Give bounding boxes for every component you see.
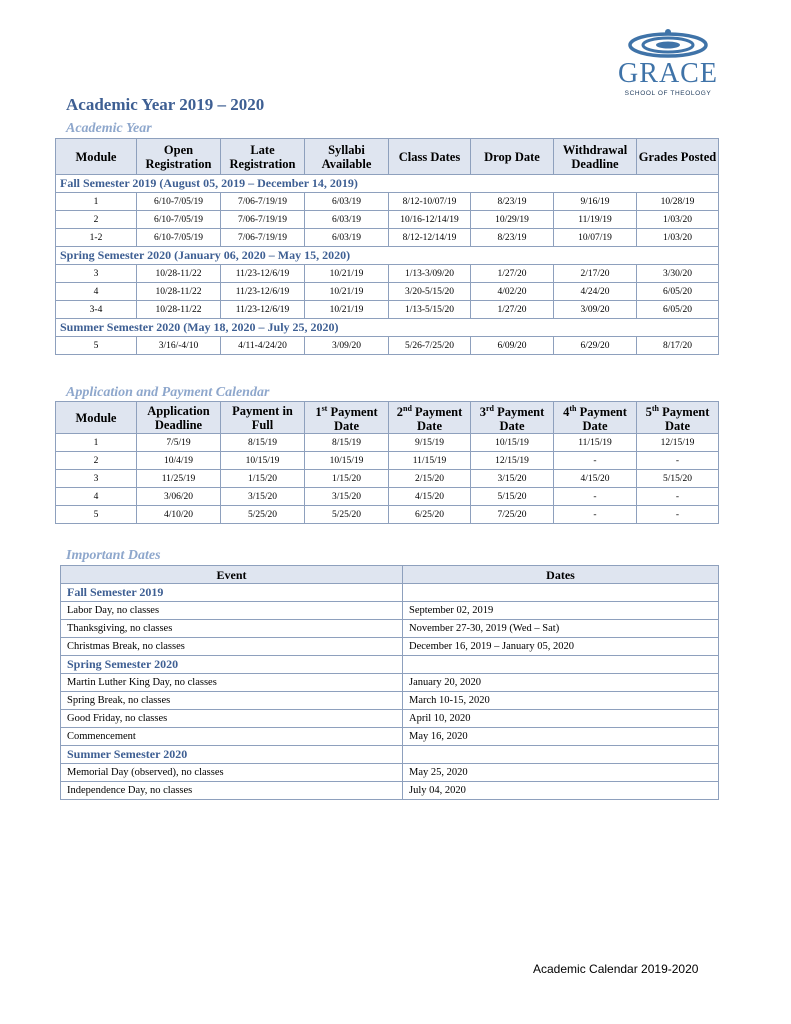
table-cell: 3/16/-4/10 (137, 337, 221, 355)
table-cell: 10/07/19 (554, 229, 637, 247)
table-cell: 6/05/20 (637, 301, 719, 319)
table-cell: - (637, 488, 719, 506)
logo-wordmark: GRACE (618, 58, 718, 89)
empty-cell (403, 584, 719, 602)
table-cell: 1 (56, 434, 137, 452)
table-row (61, 728, 719, 746)
date-cell: January 20, 2020 (403, 674, 719, 692)
table-row (56, 301, 719, 319)
table-cell: 2/17/20 (554, 265, 637, 283)
table-cell: 6/09/20 (471, 337, 554, 355)
semester-title: Spring Semester 2020 (61, 656, 403, 674)
table-cell: 11/23-12/6/19 (221, 283, 305, 301)
column-header: Withdrawal Deadline (554, 139, 637, 175)
table-cell: 3/20-5/15/20 (389, 283, 471, 301)
empty-cell (403, 746, 719, 764)
column-header: Drop Date (471, 139, 554, 175)
table-cell: 12/15/19 (471, 452, 554, 470)
ordinal-suffix: th (651, 404, 660, 413)
semester-title: Fall Semester 2019 (61, 584, 403, 602)
header-text: Payment Date (576, 405, 627, 434)
table-cell: 4 (56, 488, 137, 506)
table-cell: 1/03/20 (637, 229, 719, 247)
table-row (56, 337, 719, 355)
column-header: Syllabi Available (305, 139, 389, 175)
table-cell: 11/15/19 (554, 434, 637, 452)
ordinal-number: 4 (563, 405, 570, 420)
table-row (56, 506, 719, 524)
column-header: Dates (403, 566, 719, 584)
table-cell: 1/13-3/09/20 (389, 265, 471, 283)
table-row (56, 265, 719, 283)
table-cell: 4/24/20 (554, 283, 637, 301)
event-cell: Good Friday, no classes (61, 710, 403, 728)
header-text: Payment Date (327, 405, 378, 434)
column-header: Module (56, 139, 137, 175)
logo-tagline: SCHOOL OF THEOLOGY (624, 90, 712, 97)
table-cell: 6/05/20 (637, 283, 719, 301)
table-cell: 1/15/20 (221, 470, 305, 488)
column-header (637, 402, 719, 434)
column-header: Application Deadline (137, 402, 221, 434)
table-cell: 7/25/20 (471, 506, 554, 524)
header-text: Payment Date (493, 405, 545, 434)
table-row (61, 638, 719, 656)
table-cell: 10/15/19 (471, 434, 554, 452)
event-cell: Thanksgiving, no classes (61, 620, 403, 638)
table-cell: 1-2 (56, 229, 137, 247)
table-cell: 10/15/19 (305, 452, 389, 470)
table-cell: 6/10-7/05/19 (137, 193, 221, 211)
table-cell: 3/30/20 (637, 265, 719, 283)
event-cell: Labor Day, no classes (61, 602, 403, 620)
table-cell: 9/15/19 (389, 434, 471, 452)
table-cell: 6/25/20 (389, 506, 471, 524)
event-cell: Commencement (61, 728, 403, 746)
column-header: Open Registration (137, 139, 221, 175)
event-cell: Martin Luther King Day, no classes (61, 674, 403, 692)
event-cell: Independence Day, no classes (61, 782, 403, 800)
table-cell: 5 (56, 337, 137, 355)
table-cell: 3/15/20 (221, 488, 305, 506)
water-ripple-icon (628, 28, 708, 60)
ordinal-suffix: th (569, 404, 577, 413)
table-cell: 3/06/20 (137, 488, 221, 506)
table-cell: 10/28-11/22 (137, 283, 221, 301)
important-dates-heading: Important Dates (66, 548, 161, 563)
table-cell: 4/10/20 (137, 506, 221, 524)
table-cell: 11/15/19 (389, 452, 471, 470)
column-header: Event (61, 566, 403, 584)
table-cell: 10/15/19 (221, 452, 305, 470)
table-cell: 4/11-4/24/20 (221, 337, 305, 355)
table-cell: 3/15/20 (305, 488, 389, 506)
table-cell: 1/13-5/15/20 (389, 301, 471, 319)
semester-row (61, 746, 719, 764)
column-header (554, 402, 637, 434)
table-cell: 10/4/19 (137, 452, 221, 470)
table-cell: 6/03/19 (305, 229, 389, 247)
document-title: Academic Year 2019 – 2020 (66, 95, 265, 114)
table-cell: 10/16-12/14/19 (389, 211, 471, 229)
table-cell: 10/28-11/22 (137, 301, 221, 319)
semester-title: Fall Semester 2019 (August 05, 2019 – December 14, 2019) (56, 175, 719, 193)
event-cell: Christmas Break, no classes (61, 638, 403, 656)
ordinal-number: 1 (315, 405, 322, 420)
date-cell: November 27-30, 2019 (Wed – Sat) (403, 620, 719, 638)
table-cell: 6/03/19 (305, 211, 389, 229)
table-row (61, 782, 719, 800)
table-cell: 10/21/19 (305, 265, 389, 283)
table-cell: - (554, 488, 637, 506)
date-cell: March 10-15, 2020 (403, 692, 719, 710)
event-cell: Memorial Day (observed), no classes (61, 764, 403, 782)
table-row (61, 710, 719, 728)
table-cell: 1/03/20 (637, 211, 719, 229)
table-cell: 8/12-12/14/19 (389, 229, 471, 247)
table-cell: 5/15/20 (637, 470, 719, 488)
semester-title: Summer Semester 2020 (May 18, 2020 – July 25, 2020) (56, 319, 719, 337)
table-cell: 5/15/20 (471, 488, 554, 506)
table-cell: 8/23/19 (471, 193, 554, 211)
table-row (61, 764, 719, 782)
table-cell: 8/17/20 (637, 337, 719, 355)
table-row (56, 283, 719, 301)
ordinal-suffix: nd (403, 404, 412, 413)
table-cell: 7/06-7/19/19 (221, 211, 305, 229)
table-cell: 1/27/20 (471, 301, 554, 319)
ordinal-suffix: rd (485, 404, 494, 413)
table-cell: 11/19/19 (554, 211, 637, 229)
table-cell: 8/23/19 (471, 229, 554, 247)
date-cell: September 02, 2019 (403, 602, 719, 620)
table-cell: 2 (56, 211, 137, 229)
ordinal-number: 2 (396, 405, 403, 420)
table-cell: 5/25/20 (305, 506, 389, 524)
date-cell: May 25, 2020 (403, 764, 719, 782)
table-cell: - (637, 506, 719, 524)
table-cell: 6/29/20 (554, 337, 637, 355)
date-cell: April 10, 2020 (403, 710, 719, 728)
table-cell: 4/15/20 (389, 488, 471, 506)
table-cell: 11/23-12/6/19 (221, 265, 305, 283)
table-row (61, 620, 719, 638)
date-cell: July 04, 2020 (403, 782, 719, 800)
table-cell: 5 (56, 506, 137, 524)
table-cell: 11/25/19 (137, 470, 221, 488)
header-text: Payment Date (411, 405, 463, 434)
table-cell: 3 (56, 470, 137, 488)
table-cell: 8/12-10/07/19 (389, 193, 471, 211)
empty-cell (403, 656, 719, 674)
academic-year-heading: Academic Year (66, 121, 152, 136)
table-cell: 6/10-7/05/19 (137, 229, 221, 247)
table-cell: - (554, 506, 637, 524)
table-cell: - (554, 452, 637, 470)
table-row (56, 452, 719, 470)
semester-title: Spring Semester 2020 (January 06, 2020 – May 15, 2020) (56, 247, 719, 265)
table-cell: 10/28/19 (637, 193, 719, 211)
table-cell: 7/06-7/19/19 (221, 193, 305, 211)
table-cell: 1/15/20 (305, 470, 389, 488)
table-cell: 3/09/20 (305, 337, 389, 355)
date-cell: May 16, 2020 (403, 728, 719, 746)
table-cell: 11/23-12/6/19 (221, 301, 305, 319)
table-row (56, 488, 719, 506)
table-cell: 6/03/19 (305, 193, 389, 211)
column-header: Class Dates (389, 139, 471, 175)
semester-row (61, 584, 719, 602)
table-cell: 2 (56, 452, 137, 470)
table-cell: 8/15/19 (221, 434, 305, 452)
table-cell: 5/25/20 (221, 506, 305, 524)
ordinal-number: 3 (479, 405, 486, 420)
ordinal-suffix: st (321, 404, 328, 413)
event-cell: Spring Break, no classes (61, 692, 403, 710)
column-header (471, 402, 554, 434)
table-row (56, 434, 719, 452)
table-cell: 4 (56, 283, 137, 301)
table-cell: 2/15/20 (389, 470, 471, 488)
table-cell: 10/28-11/22 (137, 265, 221, 283)
table-cell: - (637, 452, 719, 470)
ordinal-number: 5 (645, 405, 652, 420)
table-row (56, 229, 719, 247)
page-footer: Academic Calendar 2019-2020 (533, 962, 699, 976)
grace-logo (614, 28, 722, 100)
table-cell: 7/5/19 (137, 434, 221, 452)
table-cell: 6/10-7/05/19 (137, 211, 221, 229)
column-header: Grades Posted (637, 139, 719, 175)
payment-calendar-table (55, 401, 719, 524)
date-cell: December 16, 2019 – January 05, 2020 (403, 638, 719, 656)
column-header (389, 402, 471, 434)
table-row (56, 470, 719, 488)
table-cell: 5/26-7/25/20 (389, 337, 471, 355)
table-cell: 1/27/20 (471, 265, 554, 283)
table-cell: 1 (56, 193, 137, 211)
table-cell: 10/29/19 (471, 211, 554, 229)
table-row (61, 602, 719, 620)
table-cell: 10/21/19 (305, 301, 389, 319)
semester-title: Summer Semester 2020 (61, 746, 403, 764)
table-row (56, 211, 719, 229)
semester-row (56, 319, 719, 337)
column-header (305, 402, 389, 434)
table-row (56, 193, 719, 211)
semester-row (61, 656, 719, 674)
header-text: Payment Date (659, 405, 710, 434)
table-cell: 4/02/20 (471, 283, 554, 301)
table-cell: 7/06-7/19/19 (221, 229, 305, 247)
column-header: Payment in Full (221, 402, 305, 434)
payment-calendar-heading: Application and Payment Calendar (66, 385, 270, 400)
academic-year-table (55, 138, 719, 355)
semester-row (56, 175, 719, 193)
table-row (61, 692, 719, 710)
table-cell: 9/16/19 (554, 193, 637, 211)
table-cell: 10/21/19 (305, 283, 389, 301)
table-cell: 3/09/20 (554, 301, 637, 319)
important-dates-table (60, 565, 719, 800)
semester-row (56, 247, 719, 265)
column-header: Late Registration (221, 139, 305, 175)
table-cell: 3/15/20 (471, 470, 554, 488)
table-cell: 4/15/20 (554, 470, 637, 488)
column-header: Module (56, 402, 137, 434)
table-cell: 8/15/19 (305, 434, 389, 452)
table-row (61, 674, 719, 692)
table-cell: 12/15/19 (637, 434, 719, 452)
table-cell: 3 (56, 265, 137, 283)
table-cell: 3-4 (56, 301, 137, 319)
